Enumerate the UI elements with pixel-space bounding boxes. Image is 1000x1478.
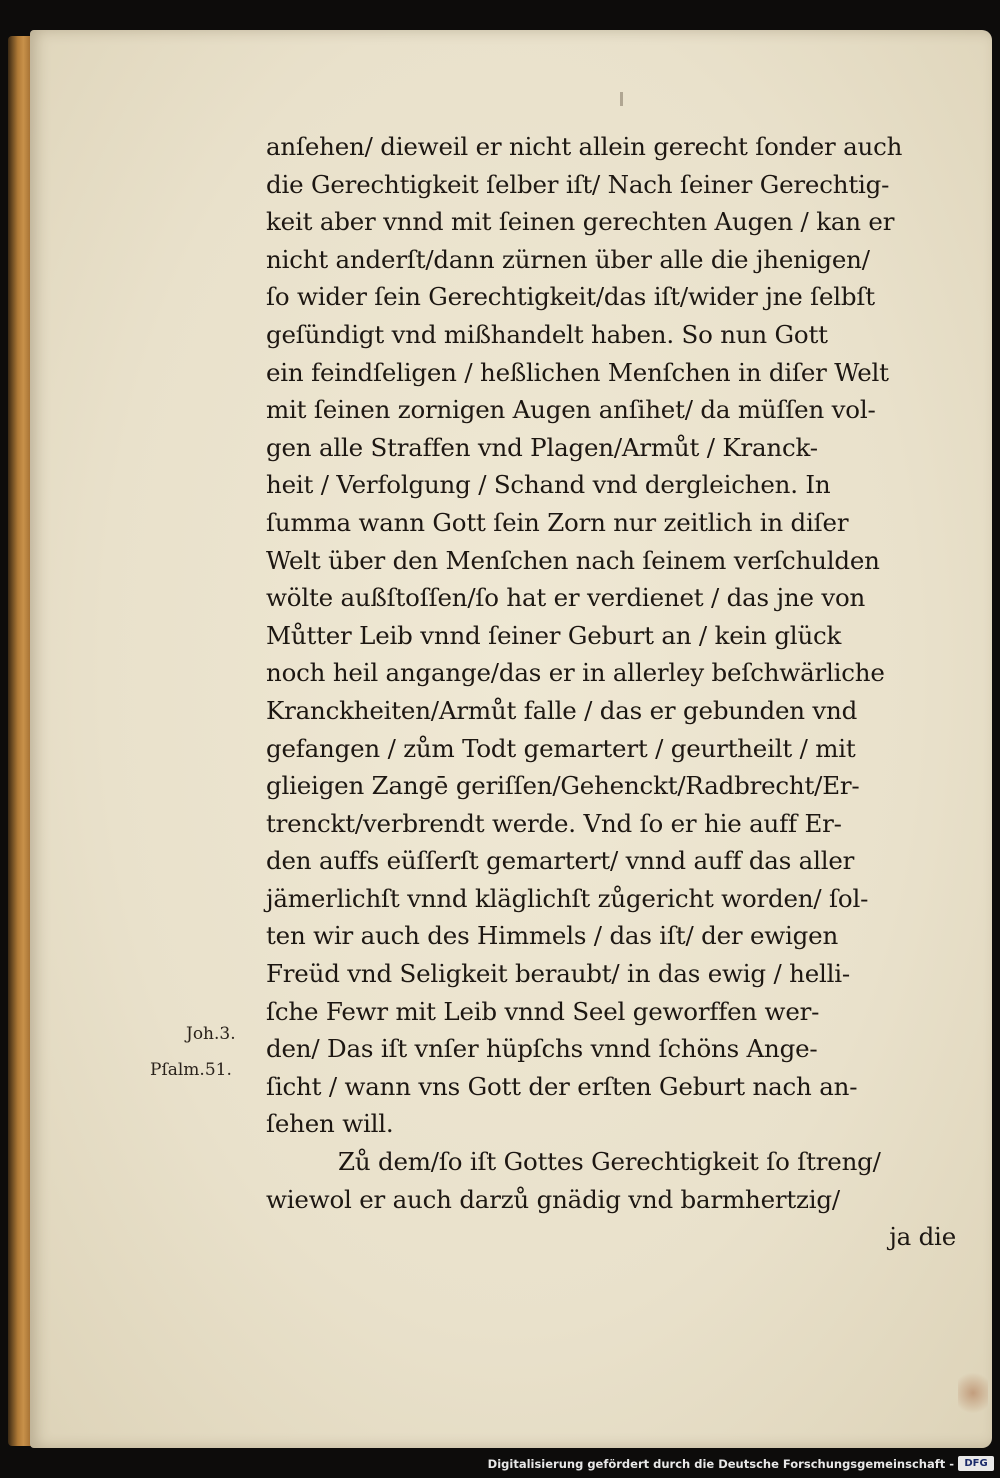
- text-line: Můtter Leib vnnd ſeiner Geburt an / kein glück: [266, 620, 842, 650]
- text-line: ein feindſeligen / heßlichen Menſchen in diſer Welt: [266, 357, 889, 387]
- margin-note-psalm: Pſalm.51.: [150, 1060, 232, 1080]
- text-line: glieigen Zangē geriſſen/Gehenckt/Radbrecht/Er-: [266, 771, 860, 801]
- text-line: Freüd vnd Seligkeit beraubt/ in das ewig / helli-: [266, 959, 850, 989]
- text-line: noch heil angange/das er in allerley beſchwärliche: [266, 658, 885, 688]
- page-mark: [620, 92, 623, 106]
- text-line: gen alle Straffen vnd Plagen/Armůt / Kranck-: [266, 432, 818, 462]
- text-line: ſche Fewr mit Leib vnnd Seel geworffen wer-: [266, 996, 820, 1026]
- text-line: wiewol er auch darzů gnädig vnd barmhertzig/: [266, 1184, 840, 1214]
- text-line: heit / Verfolgung / Schand vnd dergleichen. In: [266, 470, 831, 500]
- margin-note-job: Joh.3.: [186, 1024, 236, 1044]
- paragraph-start-line: Zů dem/ſo iſt Gottes Gerechtigkeit ſo ſtreng/: [338, 1147, 881, 1177]
- text-line: wölte außſtoſſen/ſo hat er verdienet / das jne von: [266, 583, 866, 613]
- text-line: die Gerechtigkeit ſelber iſt/ Nach ſeiner Gerechtig-: [266, 169, 890, 199]
- text-line: ſumma wann Gott ſein Zorn nur zeitlich in diſer: [266, 507, 849, 537]
- text-line: nicht anderſt/dann zürnen über alle die jhenigen/: [266, 244, 870, 274]
- text-line: Kranckheiten/Armůt falle / das er gebunden vnd: [266, 695, 858, 725]
- text-line: den/ Das iſt vnſer hüpſchs vnnd ſchöns Ange-: [266, 1034, 818, 1064]
- text-line: anſehen/ dieweil er nicht allein gerecht ſonder auch: [266, 132, 903, 161]
- dfg-logo: DFG: [958, 1456, 994, 1471]
- text-line: ſehen will.: [266, 1109, 394, 1139]
- text-line: gefangen / zům Todt gemartert / geurtheilt / mit: [266, 733, 856, 763]
- body-text: [266, 128, 966, 1256]
- text-line: den auffs eüſſerſt gemartert/ vnnd auff das aller: [266, 846, 855, 876]
- text-line: trenckt/verbrendt werde. Vnd ſo er hie auff Er-: [266, 808, 842, 838]
- text-line: ſo wider ſein Gerechtigkeit/das iſt/wider jne ſelbſt: [266, 282, 875, 312]
- text-line: ten wir auch des Himmels / das iſt/ der ewigen: [266, 921, 839, 951]
- catchword: ja die: [889, 1222, 956, 1252]
- text-line: geſündigt vnd mißhandelt haben. So nun Gott: [266, 319, 828, 349]
- text-line: jämerlichſt vnnd kläglichſt zůgericht worden/ ſol-: [266, 883, 869, 913]
- text-line: Welt über den Menſchen nach ſeinem verſchulden: [266, 545, 880, 575]
- page-stain: [958, 1368, 988, 1418]
- text-line: mit ſeinen zornigen Augen anſihet/ da müſſen vol-: [266, 395, 876, 425]
- text-line: ſicht / wann vns Gott der erſten Geburt nach an-: [266, 1071, 858, 1101]
- funding-credit: Digitalisierung gefördert durch die Deutsche Forschungsgemeinschaft -: [487, 1457, 954, 1471]
- text-line: keit aber vnnd mit ſeinen gerechten Augen / kan er: [266, 207, 895, 237]
